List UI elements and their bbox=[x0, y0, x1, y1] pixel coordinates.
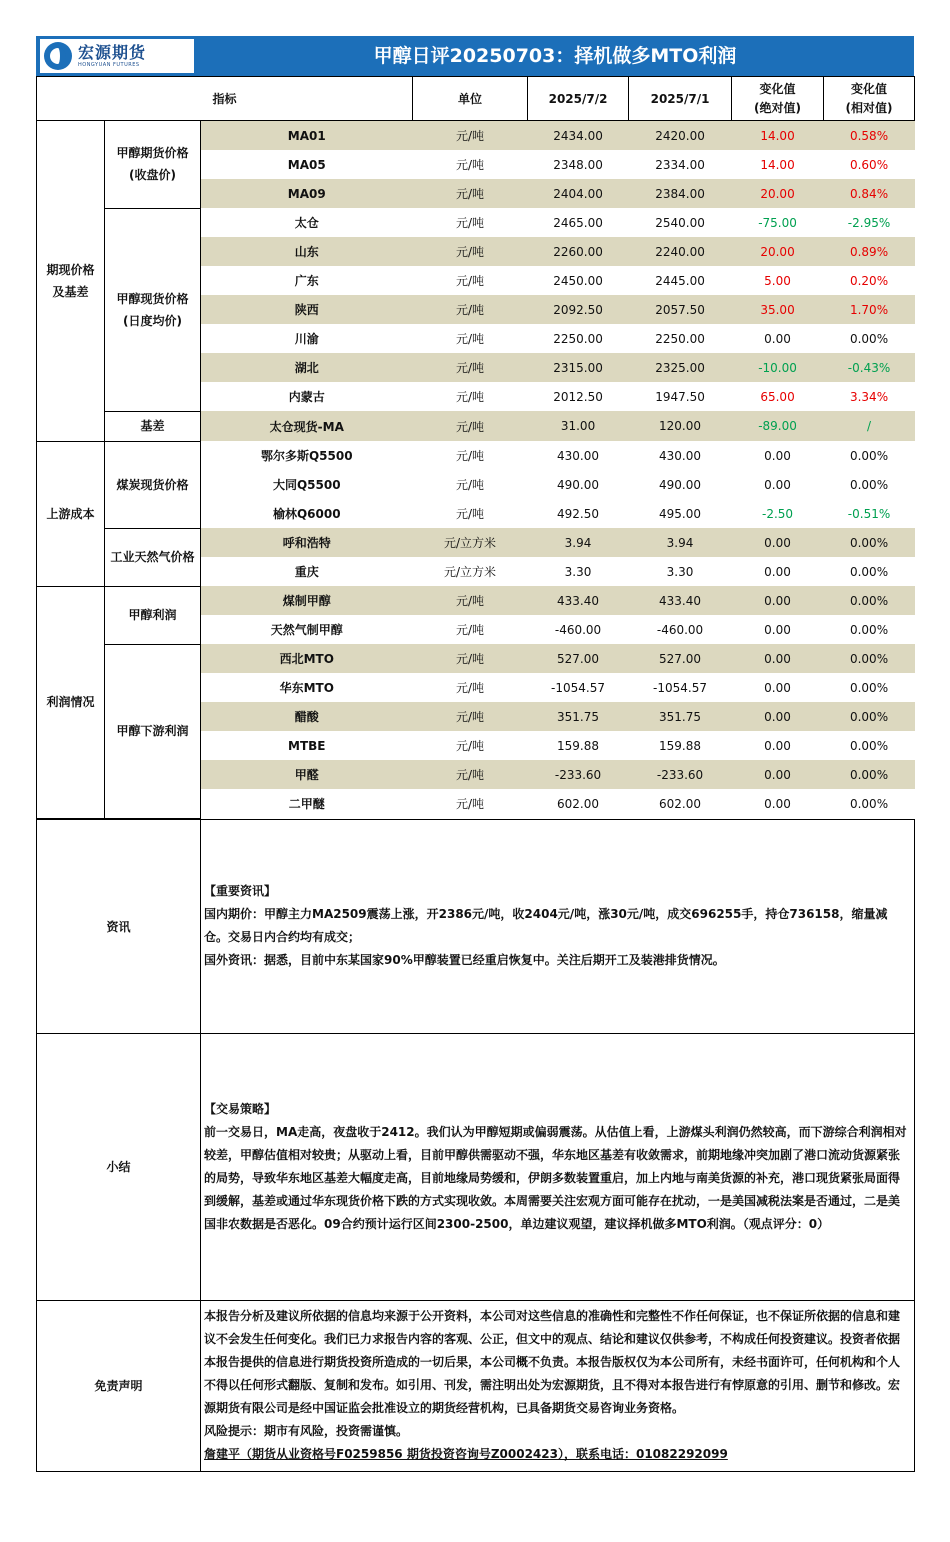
value-date1: 2260.00 bbox=[528, 237, 629, 266]
indicator-name: 煤制甲醇 bbox=[201, 586, 413, 615]
unit-cell: 元/吨 bbox=[413, 150, 528, 179]
summary-content bbox=[201, 1033, 915, 1300]
rel-change-value: 0.00% bbox=[824, 324, 915, 353]
value-date1: 2012.50 bbox=[528, 382, 629, 411]
disclaimer-text: 本报告分析及建议所依据的信息均来源于公开资料，本公司对这些信息的准确性和完整性不作任何保证，也不保证所依据的信息和建议不会发生任何变化。我们已力求报告内容的客观、公正，但文中的观点、结论和建议仅供参考，不构成任何投资建议。投资者依据本报告提供的信息进行期货投资所造成的一切后果，本公司概不负责。本报告版权仅为本公司所有，未经书面许可，任何机构和个人不得以任何形式翻版、复制和发布。如引用、刊发，需注明出处为宏源期货，且不得对本报告进行有悖原意的引用、删节和修改。宏源期货有限公司是经中国证监会批准设立的期货经营机构，已具备期货交易咨询业务资格。 bbox=[204, 1309, 901, 1415]
abs-change-value: 0.00 bbox=[732, 760, 824, 789]
value-date1: 433.40 bbox=[528, 586, 629, 615]
logo-text: 宏源期货 bbox=[78, 42, 147, 62]
rel-change-value: 3.34% bbox=[824, 382, 915, 411]
rel-change-value: 0.89% bbox=[824, 237, 915, 266]
abs-change-value: 0.00 bbox=[732, 615, 824, 644]
indicator-name: 湖北 bbox=[201, 353, 413, 382]
disclaimer-content bbox=[201, 1300, 915, 1471]
contact-info: 詹建平（期货从业资格号F0259856 期货投资咨询号Z0002423），联系电话：01082292099 bbox=[204, 1447, 728, 1461]
indicator-name: 太仓现货-MA bbox=[201, 411, 413, 441]
abs-change-value: 0.00 bbox=[732, 702, 824, 731]
title-bar bbox=[36, 36, 914, 76]
rel-change-value: -0.43% bbox=[824, 353, 915, 382]
value-date1: 2092.50 bbox=[528, 295, 629, 324]
value-date1: -233.60 bbox=[528, 760, 629, 789]
table-row bbox=[37, 411, 915, 441]
value-date2: 2384.00 bbox=[629, 179, 732, 208]
indicator-name: 华东MTO bbox=[201, 673, 413, 702]
value-date1: 602.00 bbox=[528, 789, 629, 818]
value-date2: 2325.00 bbox=[629, 353, 732, 382]
value-date1: 490.00 bbox=[528, 470, 629, 499]
rel-change-value: 0.00% bbox=[824, 644, 915, 673]
table-row bbox=[37, 586, 915, 615]
rel-change-value: 0.00% bbox=[824, 673, 915, 702]
abs-change-value: -10.00 bbox=[732, 353, 824, 382]
unit-cell: 元/吨 bbox=[413, 702, 528, 731]
abs-change-value: 5.00 bbox=[732, 266, 824, 295]
disclaimer-label: 免责声明 bbox=[37, 1300, 201, 1471]
rel-change-value: -2.95% bbox=[824, 208, 915, 237]
abs-change-value: 0.00 bbox=[732, 441, 824, 470]
indicator-name: 二甲醚 bbox=[201, 789, 413, 818]
value-date2: 2057.50 bbox=[629, 295, 732, 324]
rel-change-value: / bbox=[824, 411, 915, 441]
company-logo bbox=[40, 39, 194, 73]
unit-cell: 元/吨 bbox=[413, 353, 528, 382]
table-row bbox=[37, 208, 915, 237]
abs-change-value: 20.00 bbox=[732, 179, 824, 208]
unit-cell: 元/吨 bbox=[413, 586, 528, 615]
value-date1: 2348.00 bbox=[528, 150, 629, 179]
value-date2: 2250.00 bbox=[629, 324, 732, 353]
unit-cell: 元/吨 bbox=[413, 441, 528, 470]
rel-change-value: 0.00% bbox=[824, 789, 915, 818]
summary-text: 前一交易日，MA走高，夜盘收于2412。我们认为甲醇短期或偏弱震荡。从估值上看，上游煤头利润仍然较高，而下游综合利润相对较差，甲醇估值相对较贵；从驱动上看，目前甲醇供需驱动不强，华东地区基差有收敛需求，前期地缘冲突加剧了港口流动货源紧张的局势，导致华东地区基差大幅度走高，目前地缘局势缓和，伊朗多数装置重启，加上内地与南美货源的补充，港口现货紧张局面得到缓解，基差或通过华东现货价格下跌的方式实现收敛。本周需要关注宏观方面可能存在扰动，一是美国减税法案是否通过，二是美国非农数据是否恶化。09合约预计运行区间2300-2500，单边建议观望，建议择机做多MTO利润。（观点评分：0） bbox=[204, 1124, 907, 1231]
abs-change-value: 14.00 bbox=[732, 121, 824, 151]
col-date1: 2025/7/2 bbox=[528, 77, 629, 121]
indicator-name: MA05 bbox=[201, 150, 413, 179]
abs-change-value: 0.00 bbox=[732, 528, 824, 557]
section-label: 利润情况 bbox=[37, 586, 105, 818]
abs-change-value: 65.00 bbox=[732, 382, 824, 411]
indicator-name: MA09 bbox=[201, 179, 413, 208]
report-page bbox=[36, 36, 914, 1472]
value-date2: 602.00 bbox=[629, 789, 732, 818]
risk-warning: 风险提示：期市有风险，投资需谨慎。 bbox=[204, 1424, 409, 1438]
section-label: 期现价格 及基差 bbox=[37, 121, 105, 442]
indicator-name: 重庆 bbox=[201, 557, 413, 586]
rel-change-value: 0.00% bbox=[824, 760, 915, 789]
value-date1: 3.30 bbox=[528, 557, 629, 586]
unit-cell: 元/吨 bbox=[413, 179, 528, 208]
logo-subtext: HONGYUAN FUTURES bbox=[78, 61, 140, 68]
abs-change-value: 0.00 bbox=[732, 644, 824, 673]
indicator-name: 广东 bbox=[201, 266, 413, 295]
unit-cell: 元/吨 bbox=[413, 615, 528, 644]
indicator-name: 西北MTO bbox=[201, 644, 413, 673]
value-date2: 1947.50 bbox=[629, 382, 732, 411]
value-date1: 3.94 bbox=[528, 528, 629, 557]
text-table bbox=[36, 819, 915, 1472]
indicator-name: MTBE bbox=[201, 731, 413, 760]
group-label: 甲醇利润 bbox=[105, 586, 201, 644]
indicator-name: 榆林Q6000 bbox=[201, 499, 413, 528]
group-label: 甲醇现货价格 (日度均价) bbox=[105, 208, 201, 411]
unit-cell: 元/吨 bbox=[413, 673, 528, 702]
value-date1: 31.00 bbox=[528, 411, 629, 441]
value-date1: -460.00 bbox=[528, 615, 629, 644]
value-date2: 2540.00 bbox=[629, 208, 732, 237]
abs-change-value: 0.00 bbox=[732, 789, 824, 818]
rel-change-value: 0.00% bbox=[824, 586, 915, 615]
value-date2: 495.00 bbox=[629, 499, 732, 528]
indicator-name: 鄂尔多斯Q5500 bbox=[201, 441, 413, 470]
value-date2: 159.88 bbox=[629, 731, 732, 760]
indicator-name: 川渝 bbox=[201, 324, 413, 353]
group-label: 煤炭现货价格 bbox=[105, 441, 201, 528]
unit-cell: 元/吨 bbox=[413, 411, 528, 441]
unit-cell: 元/吨 bbox=[413, 295, 528, 324]
table-row bbox=[37, 441, 915, 470]
data-table bbox=[36, 76, 915, 819]
summary-label: 小结 bbox=[37, 1033, 201, 1300]
unit-cell: 元/吨 bbox=[413, 470, 528, 499]
rel-change-value: 0.00% bbox=[824, 615, 915, 644]
value-date2: 527.00 bbox=[629, 644, 732, 673]
table-row bbox=[37, 528, 915, 557]
value-date1: 2465.00 bbox=[528, 208, 629, 237]
value-date2: -1054.57 bbox=[629, 673, 732, 702]
rel-change-value: -0.51% bbox=[824, 499, 915, 528]
col-date2: 2025/7/1 bbox=[629, 77, 732, 121]
rel-change-value: 0.60% bbox=[824, 150, 915, 179]
indicator-name: 内蒙古 bbox=[201, 382, 413, 411]
value-date2: 120.00 bbox=[629, 411, 732, 441]
news-heading: 【重要资讯】 bbox=[204, 884, 277, 898]
indicator-name: 呼和浩特 bbox=[201, 528, 413, 557]
rel-change-value: 0.00% bbox=[824, 731, 915, 760]
value-date2: -460.00 bbox=[629, 615, 732, 644]
value-date1: 2404.00 bbox=[528, 179, 629, 208]
table-header-row bbox=[37, 77, 915, 121]
news-foreign: 国外资讯：据悉，目前中东某国家90%甲醇装置已经重启恢复中。关注后期开工及装港排货情况。 bbox=[204, 953, 725, 967]
col-unit: 单位 bbox=[413, 77, 528, 121]
summary-heading: 【交易策略】 bbox=[204, 1101, 277, 1116]
abs-change-value: 35.00 bbox=[732, 295, 824, 324]
unit-cell: 元/吨 bbox=[413, 237, 528, 266]
abs-change-value: 0.00 bbox=[732, 731, 824, 760]
indicator-name: 甲醛 bbox=[201, 760, 413, 789]
value-date2: -233.60 bbox=[629, 760, 732, 789]
news-label: 资讯 bbox=[37, 819, 201, 1033]
col-indicator: 指标 bbox=[37, 77, 413, 121]
group-label: 基差 bbox=[105, 411, 201, 441]
value-date2: 430.00 bbox=[629, 441, 732, 470]
value-date2: 3.94 bbox=[629, 528, 732, 557]
value-date2: 2445.00 bbox=[629, 266, 732, 295]
unit-cell: 元/吨 bbox=[413, 324, 528, 353]
value-date1: 430.00 bbox=[528, 441, 629, 470]
group-label: 甲醇期货价格 (收盘价) bbox=[105, 121, 201, 209]
rel-change-value: 1.70% bbox=[824, 295, 915, 324]
value-date2: 2420.00 bbox=[629, 121, 732, 151]
abs-change-value: 0.00 bbox=[732, 673, 824, 702]
unit-cell: 元/吨 bbox=[413, 208, 528, 237]
value-date1: 2434.00 bbox=[528, 121, 629, 151]
value-date1: 2450.00 bbox=[528, 266, 629, 295]
value-date1: 2250.00 bbox=[528, 324, 629, 353]
report-title: 甲醇日评20250703：择机做多MTO利润 bbox=[373, 45, 737, 67]
unit-cell: 元/立方米 bbox=[413, 528, 528, 557]
unit-cell: 元/吨 bbox=[413, 760, 528, 789]
value-date2: 2334.00 bbox=[629, 150, 732, 179]
group-label: 工业天然气价格 bbox=[105, 528, 201, 586]
logo-mark-icon bbox=[44, 42, 72, 70]
value-date1: -1054.57 bbox=[528, 673, 629, 702]
value-date1: 527.00 bbox=[528, 644, 629, 673]
abs-change-value: 0.00 bbox=[732, 470, 824, 499]
rel-change-value: 0.00% bbox=[824, 441, 915, 470]
indicator-name: 太仓 bbox=[201, 208, 413, 237]
indicator-name: 山东 bbox=[201, 237, 413, 266]
indicator-name: 大同Q5500 bbox=[201, 470, 413, 499]
rel-change-value: 0.00% bbox=[824, 528, 915, 557]
indicator-name: 醋酸 bbox=[201, 702, 413, 731]
rel-change-value: 0.20% bbox=[824, 266, 915, 295]
group-label: 甲醇下游利润 bbox=[105, 644, 201, 818]
rel-change-value: 0.00% bbox=[824, 702, 915, 731]
value-date2: 433.40 bbox=[629, 586, 732, 615]
value-date2: 351.75 bbox=[629, 702, 732, 731]
value-date1: 492.50 bbox=[528, 499, 629, 528]
unit-cell: 元/立方米 bbox=[413, 557, 528, 586]
unit-cell: 元/吨 bbox=[413, 382, 528, 411]
rel-change-value: 0.00% bbox=[824, 470, 915, 499]
value-date1: 351.75 bbox=[528, 702, 629, 731]
rel-change-value: 0.84% bbox=[824, 179, 915, 208]
news-domestic: 国内期价：甲醇主力MA2509震荡上涨，开2386元/吨，收2404元/吨，涨30元/吨，成交696255手，持仓736158，缩量减仓。交易日内合约均有成交； bbox=[204, 907, 888, 944]
value-date1: 2315.00 bbox=[528, 353, 629, 382]
section-label: 上游成本 bbox=[37, 441, 105, 586]
value-date1: 159.88 bbox=[528, 731, 629, 760]
rel-change-value: 0.58% bbox=[824, 121, 915, 151]
indicator-name: MA01 bbox=[201, 121, 413, 151]
unit-cell: 元/吨 bbox=[413, 266, 528, 295]
col-rel-change: 变化值 (相对值) bbox=[824, 77, 915, 121]
col-abs-change: 变化值 (绝对值) bbox=[732, 77, 824, 121]
indicator-name: 陕西 bbox=[201, 295, 413, 324]
table-row bbox=[37, 121, 915, 151]
unit-cell: 元/吨 bbox=[413, 499, 528, 528]
abs-change-value: 0.00 bbox=[732, 557, 824, 586]
abs-change-value: -89.00 bbox=[732, 411, 824, 441]
abs-change-value: -2.50 bbox=[732, 499, 824, 528]
abs-change-value: 0.00 bbox=[732, 324, 824, 353]
unit-cell: 元/吨 bbox=[413, 731, 528, 760]
abs-change-value: 0.00 bbox=[732, 586, 824, 615]
table-row bbox=[37, 644, 915, 673]
value-date2: 490.00 bbox=[629, 470, 732, 499]
abs-change-value: 20.00 bbox=[732, 237, 824, 266]
unit-cell: 元/吨 bbox=[413, 121, 528, 151]
value-date2: 2240.00 bbox=[629, 237, 732, 266]
unit-cell: 元/吨 bbox=[413, 644, 528, 673]
rel-change-value: 0.00% bbox=[824, 557, 915, 586]
abs-change-value: -75.00 bbox=[732, 208, 824, 237]
abs-change-value: 14.00 bbox=[732, 150, 824, 179]
unit-cell: 元/吨 bbox=[413, 789, 528, 818]
value-date2: 3.30 bbox=[629, 557, 732, 586]
news-content bbox=[201, 819, 915, 1033]
indicator-name: 天然气制甲醇 bbox=[201, 615, 413, 644]
